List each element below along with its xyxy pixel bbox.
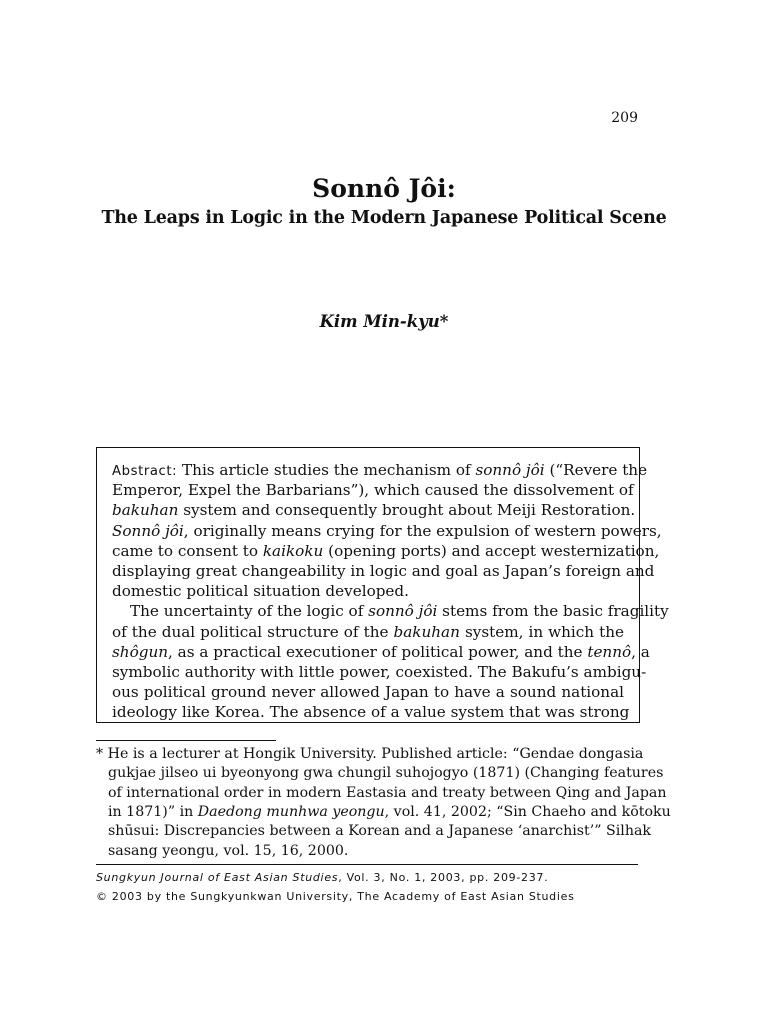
abstract-line — [112, 682, 624, 702]
journal-details: , Vol. 3, No. 1, 2003, pp. 209-237. — [338, 871, 549, 884]
text-run: of the dual political structure of the — [112, 622, 394, 641]
text-run: ous political ground never allowed Japan to have a sound national — [112, 683, 624, 702]
abstract-line — [112, 541, 660, 561]
footnote-line — [96, 745, 644, 764]
abstract-line — [112, 642, 650, 662]
abstract-line — [112, 460, 648, 480]
footnote-line — [108, 803, 671, 822]
italic-term: sonnô jôi — [368, 602, 438, 621]
article-title: Sonnô Jôi: — [312, 174, 456, 203]
text-run: of international order in modern Eastasia and treaty between Qing and Japan — [108, 784, 667, 801]
author-name: Kim Min-kyu* — [319, 312, 449, 331]
text-run: displaying great changeability in logic and goal as Japan’s foreign and — [112, 562, 655, 580]
copyright-notice: © 2003 by the Sungkyunkwan University, The Academy of East Asian Studies — [96, 890, 575, 903]
abstract-line — [112, 480, 634, 500]
italic-term: tennô — [587, 642, 632, 661]
abstract-line — [130, 601, 669, 621]
italic-term: Sonnô jôi — [112, 521, 184, 540]
text-run: came to consent to — [112, 541, 263, 560]
footnote-line — [108, 764, 664, 783]
footnote-line — [108, 784, 667, 803]
italic-term: shôgun — [112, 642, 169, 661]
text-run: Emperor, Expel the Barbarians”), which caused the dissolvement of — [112, 481, 634, 500]
text-run: , vol. 41, 2002; “Sin Chaeho and kōtoku — [384, 803, 671, 820]
article-subtitle: The Leaps in Logic in the Modern Japanese Political Scene — [101, 208, 667, 228]
footnote-line — [108, 842, 638, 861]
abstract-label: Abstract: — [112, 464, 178, 479]
text-run: , a — [631, 642, 650, 661]
italic-term: bakuhan — [112, 501, 179, 520]
text-run: symbolic authority with little power, coexisted. The Bakufu’s ambigu- — [112, 663, 647, 681]
journal-name: Sungkyun Journal of East Asian Studies — [96, 871, 339, 884]
text-run: system, in which the — [459, 622, 624, 641]
text-run: , originally means crying for the expulsion of western powers, — [183, 521, 662, 540]
footnote-divider — [96, 740, 276, 741]
text-run: shūsui: Discrepancies between a Korean and a Japanese ‘anarchist’” Silhak — [108, 823, 652, 840]
text-run: (opening ports) and accept westernization, — [323, 541, 660, 560]
italic-term: bakuhan — [393, 622, 460, 641]
text-run: in 1871)” in — [108, 803, 198, 820]
abstract-line — [112, 561, 655, 581]
abstract-box — [96, 447, 669, 723]
abstract-line — [112, 622, 624, 642]
text-run: The uncertainty of the logic of — [130, 602, 369, 621]
abstract-line — [112, 662, 647, 682]
text-run: sasang yeongu, vol. 15, 16, 2000. — [108, 842, 349, 859]
italic-term: Daedong munhwa yeongu — [197, 803, 385, 820]
italic-term: sonnô jôi — [475, 461, 545, 479]
footnote-line — [108, 822, 652, 841]
text-run: (“Revere the — [544, 461, 648, 479]
abstract-line — [112, 521, 662, 541]
text-run: ideology like Korea. The absence of a value system that was strong — [112, 703, 630, 722]
text-run: system and consequently brought about Meiji Restoration. — [178, 501, 636, 520]
text-run: gukjae jilseo ui byeonyong gwa chungil suhojogyo (1871) (Changing features — [108, 765, 664, 782]
text-run: This article studies the mechanism of — [177, 461, 476, 479]
footer-divider — [96, 864, 638, 865]
abstract-line — [112, 581, 624, 601]
abstract-line — [112, 702, 630, 722]
text-run: , as a practical executioner of political power, and the — [168, 642, 588, 661]
italic-term: kaikoku — [262, 541, 324, 560]
page-number: 209 — [611, 110, 638, 126]
journal-citation — [96, 871, 656, 889]
abstract-line — [112, 500, 636, 520]
text-run: * He is a lecturer at Hongik University. Published article: “Gendae dongasia — [96, 746, 644, 762]
text-run: stems from the basic fragility — [437, 602, 669, 621]
text-run: domestic political situation developed. — [112, 582, 409, 601]
